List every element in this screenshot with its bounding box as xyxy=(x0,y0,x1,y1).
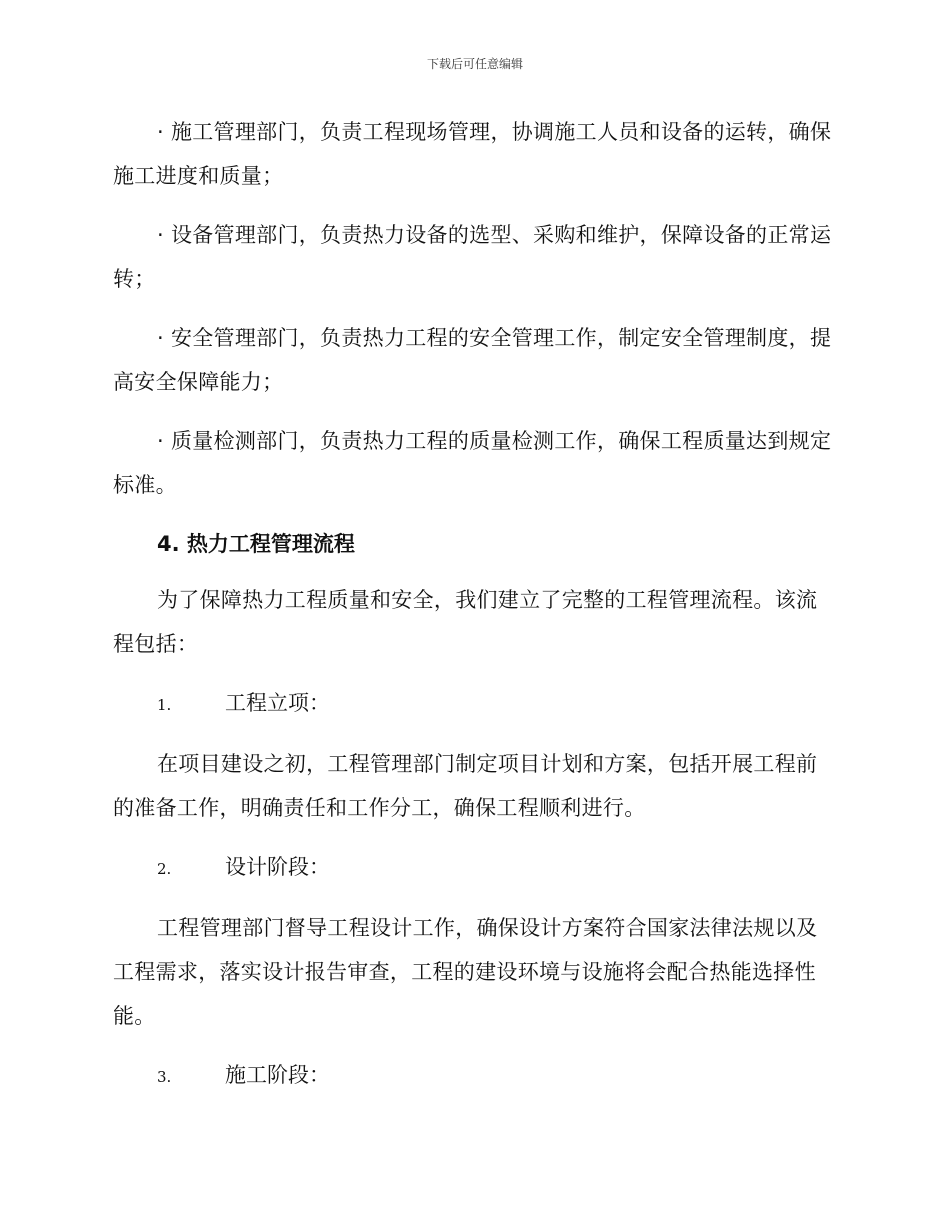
step-number: 1. xyxy=(157,696,172,714)
step-title: 设计阶段： xyxy=(225,855,330,879)
step-number: 2. xyxy=(157,860,172,878)
bullet-equipment-dept: · 设备管理部门，负责热力设备的选型、采购和维护，保障设备的正常运转； xyxy=(113,223,832,291)
step-text-2: 工程管理部门督导工程设计工作，确保设计方案符合国家法律法规以及工程需求，落实设计报告审查，工程的建设环境与设施将会配合热能选择性能。 xyxy=(113,916,818,1028)
document-body xyxy=(113,110,835,1114)
bullet-construction-dept: · 施工管理部门，负责工程现场管理，协调施工人员和设备的运转，确保施工进度和质量； xyxy=(113,120,832,188)
bullet-quality-dept: · 质量检测部门，负责热力工程的质量检测工作，确保工程质量达到规定标准。 xyxy=(113,429,832,497)
step-title: 施工阶段： xyxy=(225,1063,330,1087)
step-item-1 xyxy=(113,681,835,727)
page-header: 下载后可任意编辑 xyxy=(426,57,523,71)
section-intro: 为了保障热力工程质量和安全，我们建立了完整的工程管理流程。该流程包括： xyxy=(113,588,818,656)
bullet-safety-dept: · 安全管理部门，负责热力工程的安全管理工作，制定安全管理制度，提高安全保障能力； xyxy=(113,326,832,394)
step-number: 3. xyxy=(157,1068,172,1086)
step-item-2 xyxy=(113,845,835,891)
step-text-1: 在项目建设之初，工程管理部门制定项目计划和方案，包括开展工程前的准备工作，明确责任和工作分工，确保工程顺利进行。 xyxy=(113,752,818,820)
step-title: 工程立项： xyxy=(225,691,330,715)
section-heading: 4. 热力工程管理流程 xyxy=(157,532,355,556)
step-item-3 xyxy=(113,1053,835,1099)
